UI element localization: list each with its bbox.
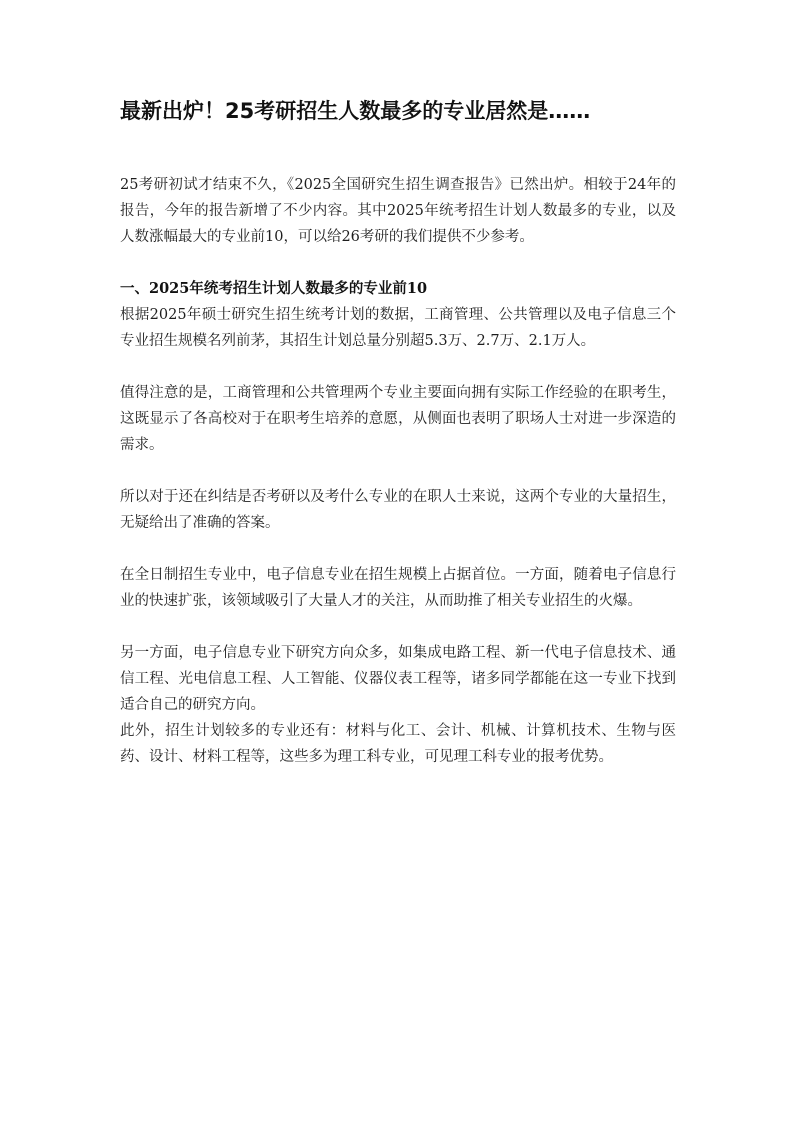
paragraph-in-service-note: 值得注意的是，工商管理和公共管理两个专业主要面向拥有实际工作经验的在职考生，这既显示了各高校对于在职考生培养的意愿，从侧面也表明了职场人士对进一步深造的需求。 — [120, 385, 676, 453]
paragraph-gap — [120, 536, 676, 562]
article-title: 最新出炉！25考研招生人数最多的专业居然是…… — [120, 99, 591, 123]
paragraph-gap — [120, 458, 676, 484]
paragraph-gap — [120, 354, 676, 380]
paragraph-enrollment-data: 根据2025年硕士研究生招生统考计划的数据，工商管理、公共管理以及电子信息三个专业招生规模名列前茅，其招生计划总量分别超5.3万、2.7万、2.1万人。 — [120, 307, 676, 349]
paragraph-research-directions: 另一方面，电子信息专业下研究方向众多，如集成电路工程、新一代电子信息技术、通信工程、光电信息工程、人工智能、仪器仪表工程等，诸多同学都能在这一专业下找到适合自己的研究方向。 — [120, 645, 676, 713]
intro-paragraph: 25考研初试才结束不久，《2025全国研究生招生调查报告》已然出炉。相较于24年的报告，今年的报告新增了不少内容。其中2025年统考招生计划人数最多的专业，以及人数涨幅最大的专业前10，可以给26考研的我们提供不少参考。 — [120, 177, 676, 245]
article-body — [120, 172, 676, 770]
paragraph-full-time: 在全日制招生专业中，电子信息专业在招生规模上占据首位。一方面，随着电子信息行业的快速扩张，该领域吸引了大量人才的关注，从而助推了相关专业招生的火爆。 — [120, 567, 676, 609]
section-heading: 一、2025年统考招生计划人数最多的专业前10 — [120, 280, 428, 297]
paragraph-gap — [120, 250, 676, 276]
paragraph-in-service-answer: 所以对于还在纠结是否考研以及考什么专业的在职人士来说，这两个专业的大量招生，无疑给出了准确的答案。 — [120, 489, 676, 531]
paragraph-other-majors: 此外，招生计划较多的专业还有：材料与化工、会计、机械、计算机技术、生物与医药、设计、材料工程等，这些多为理工科专业，可见理工科专业的报考优势。 — [120, 723, 676, 765]
paragraph-gap — [120, 614, 676, 640]
